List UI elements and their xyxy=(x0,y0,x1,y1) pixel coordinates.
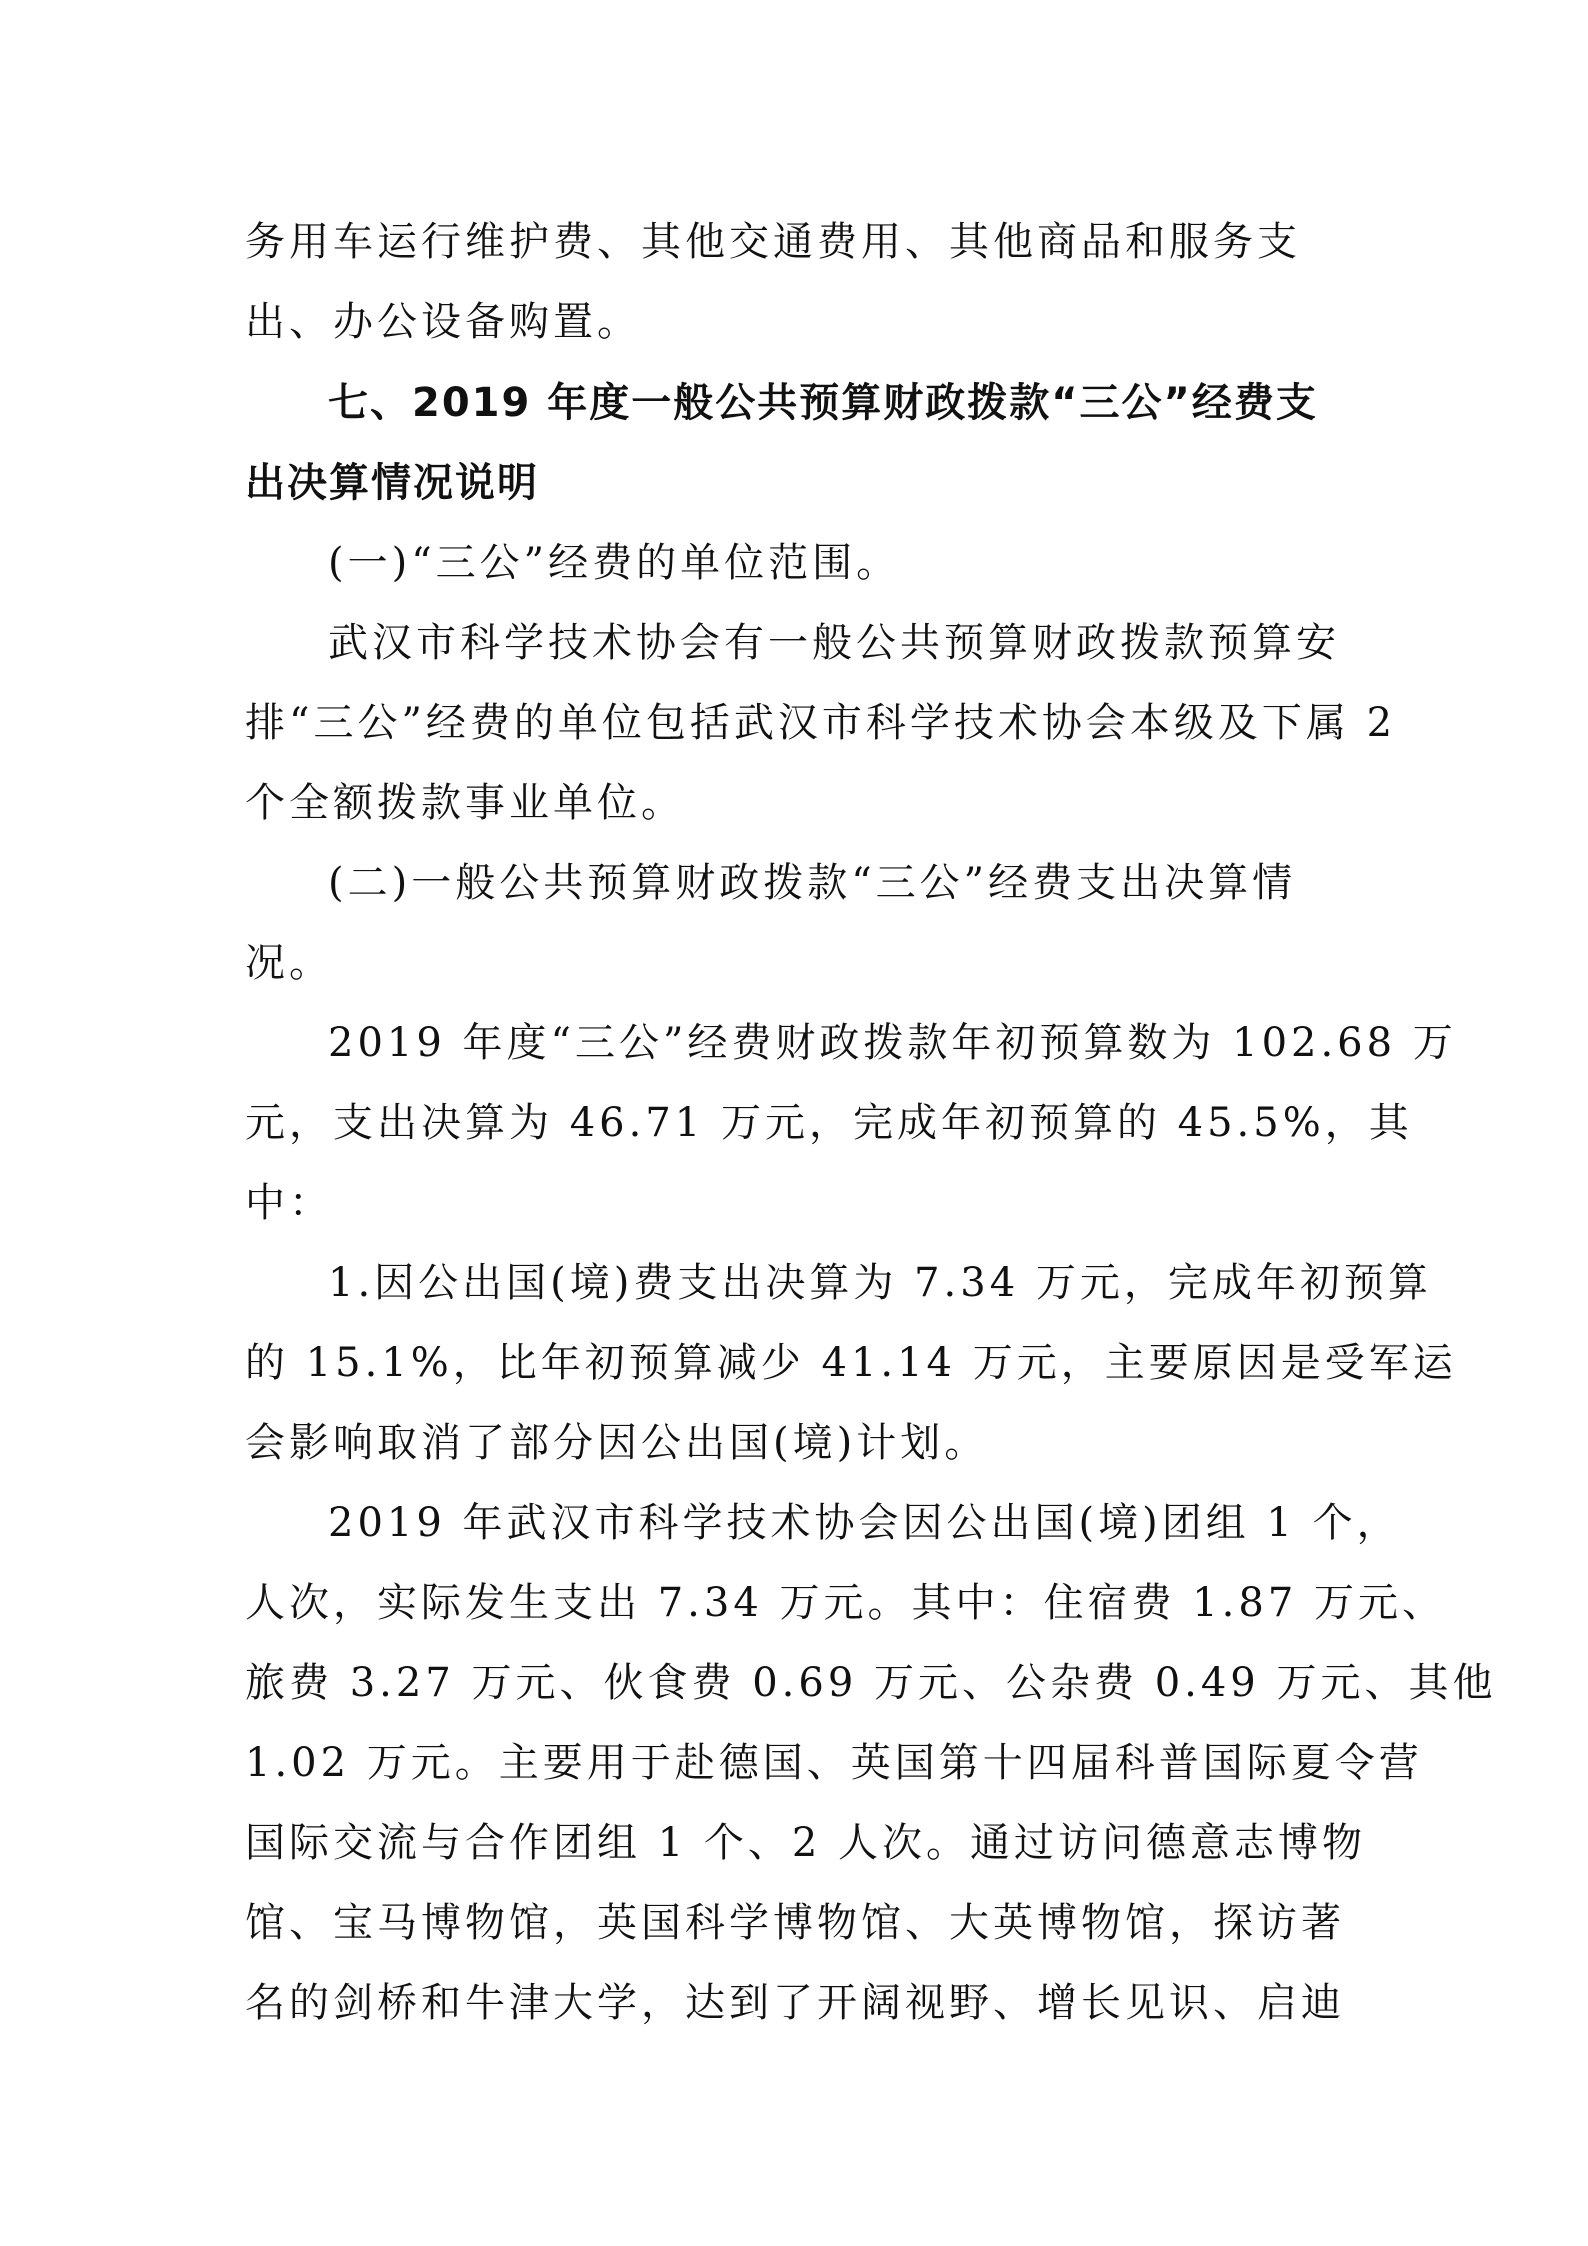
text-line: 国际交流与合作团组 1 个、2 人次。通过访问德意志博物 xyxy=(245,1820,1367,1866)
section-heading: 七、2019 年度一般公共预算财政拨款“三公”经费支 xyxy=(328,380,1318,426)
text-line: 武汉市科学技术协会有一般公共预算财政拨款预算安 xyxy=(328,620,1340,666)
text-line: 个全额拨款事业单位。 xyxy=(245,780,685,826)
subsection-heading: 况。 xyxy=(245,940,333,986)
text-line: 名的剑桥和牛津大学，达到了开阔视野、增长见识、启迪 xyxy=(245,1980,1345,2026)
text-line: 1.02 万元。主要用于赴德国、英国第十四届科普国际夏令营 xyxy=(245,1740,1423,1786)
text-line: 馆、宝马博物馆，英国科学博物馆、大英博物馆，探访著 xyxy=(245,1900,1345,1946)
text-line: 旅费 3.27 万元、伙食费 0.69 万元、公杂费 0.49 万元、其他 xyxy=(245,1660,1497,1706)
subsection-heading: (二)一般公共预算财政拨款“三公”经费支出决算情 xyxy=(328,860,1297,906)
text-line: 会影响取消了部分因公出国(境)计划。 xyxy=(245,1420,989,1466)
text-line: 务用车运行维护费、其他交通费用、其他商品和服务支 xyxy=(245,219,1301,265)
text-line: 的 15.1%，比年初预算减少 41.14 万元，主要原因是受军运 xyxy=(245,1340,1457,1386)
text-line: 排“三公”经费的单位包括武汉市科学技术协会本级及下属 2 xyxy=(245,700,1397,746)
text-line: 元，支出决算为 46.71 万元，完成年初预算的 45.5%，其 xyxy=(245,1100,1413,1146)
text-line: 2019 年度“三公”经费财政拨款年初预算数为 102.68 万 xyxy=(328,1020,1457,1066)
text-line: 人次，实际发生支出 7.34 万元。其中：住宿费 1.87 万元、 xyxy=(245,1580,1446,1626)
text-line: 2019 年武汉市科学技术协会因公出国(境)团组 1 个， xyxy=(328,1500,1401,1546)
subsection-heading: (一)“三公”经费的单位范围。 xyxy=(328,540,901,586)
text-line: 中： xyxy=(245,1180,333,1226)
text-line: 出、办公设备购置。 xyxy=(245,299,641,345)
section-heading: 出决算情况说明 xyxy=(245,460,539,506)
text-line: 1.因公出国(境)费支出决算为 7.34 万元，完成年初预算 xyxy=(328,1260,1432,1306)
